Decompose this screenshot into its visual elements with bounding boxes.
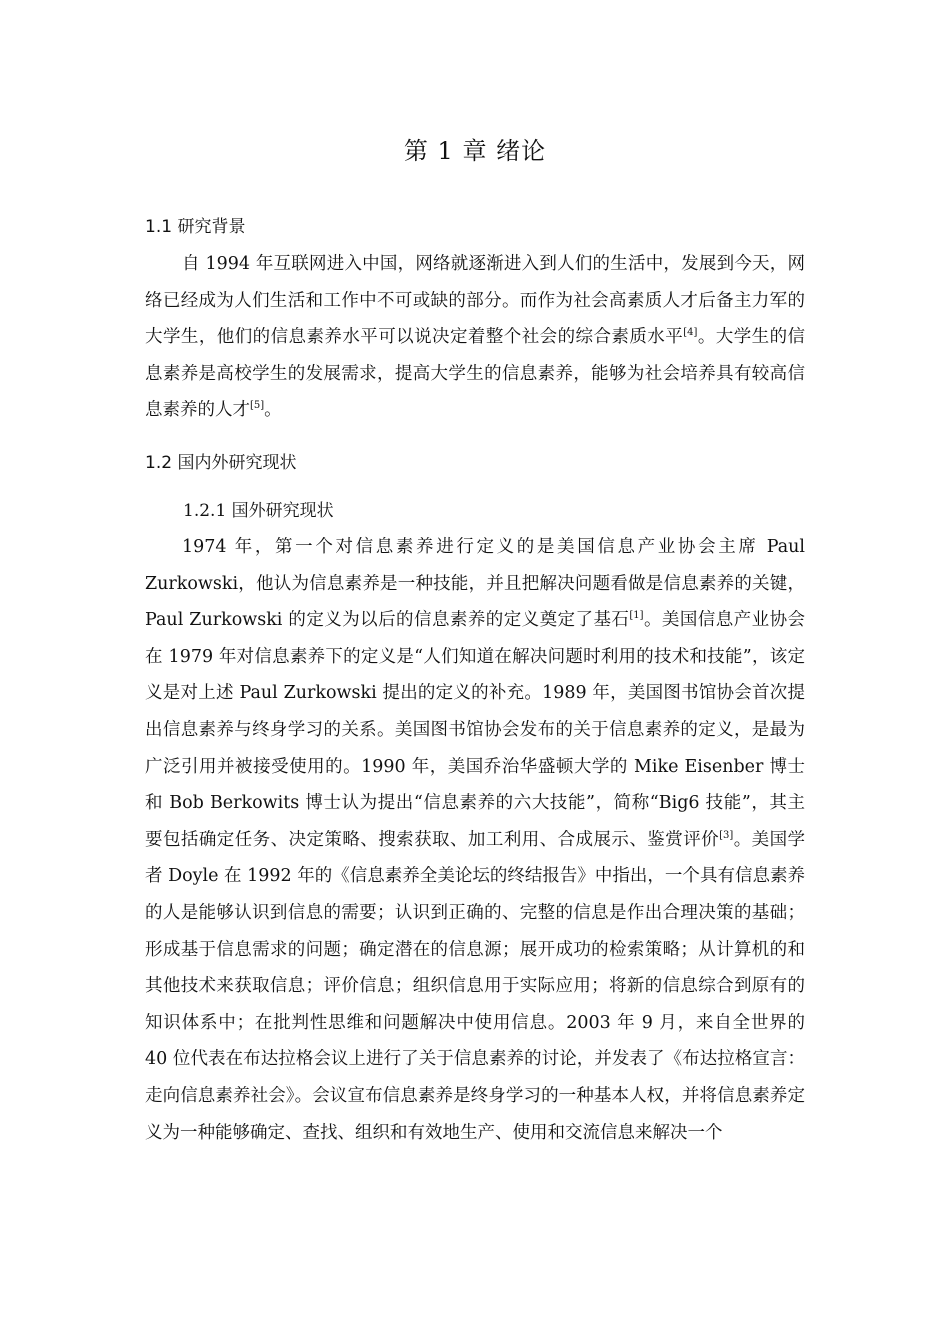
citation-ref: [1]: [629, 610, 644, 622]
background-paragraph: [145, 246, 805, 429]
paragraph-text: 。美国信息产业协会在 1979 年对信息素养下的定义是“人们知道在解决问题时利用的技术和技能”，该定义是对上述 Paul Zurkowski 提出的定义的补充。1989 年，美国图书馆协会首次提出信息素养与终身学习的关系。美国图书馆协会发布的关于信息素养的定义，是最为广泛引用并被接受使用的。1990 年，美国乔治华盛顿大学的 Mike Eisenber 博士和 Bob Berkowits 博士认为提出“信息素养的六大技能”，简称“Big6 技能”，其主要包括确定任务、决定策略、搜索获取、加工利用、合成展示、鉴赏评价: [145, 610, 806, 850]
subsection-heading-1-2-1: 1.2.1 国外研究现状: [183, 501, 334, 521]
chapter-title: 第 1 章 绪论: [403, 137, 547, 165]
section-heading-1-1: 1.1 研究背景: [145, 217, 246, 237]
citation-ref: [4]: [683, 327, 698, 339]
section-heading-1-2: 1.2 国内外研究现状: [145, 453, 297, 473]
paragraph-text: 自 1994 年互联网进入中国，网络就逐渐进入到人们的生活中，发展到今天，网络已经成为人们生活和工作中不可或缺的部分。而作为社会高素质人才后备主力军的大学生，他们的信息素养水平可以说决定着整个社会的综合素质水平: [145, 254, 805, 348]
paragraph-text: 。大学生的信息素养是高校学生的发展需求，提高大学生的信息素养，能够为社会培养具有较高信息素养的人才: [145, 327, 806, 421]
citation-ref: [5]: [250, 400, 265, 412]
paragraph-text: 。: [264, 400, 282, 421]
citation-ref: [3]: [719, 829, 734, 841]
paragraph-text: 。美国学者 Doyle 在 1992 年的《信息素养全美论坛的终结报告》中指出，一个具有信息素养的人是能够认识到信息的需要；认识到正确的、完整的信息是作出合理决策的基础；形成基于信息需求的问题；确定潜在的信息源；展开成功的检索策略；从计算机的和其他技术来获取信息；评价信息；组织信息用于实际应用；将新的信息综合到原有的知识体系中；在批判性思维和问题解决中使用信息。2003 年 9 月，来自全世界的 40 位代表在布达拉格会议上进行了关于信息素养的讨论，并发表了《布达拉格宣言：走向信息素养社会》。会议宣布信息素养是终身学习的一种基本人权，并将信息素养定义为一种能够确定、查找、组织和有效地生产、使用和交流信息来解决一个: [145, 829, 806, 1143]
foreign-research-paragraph: [145, 529, 805, 1151]
paragraph-text: 1974 年，第一个对信息素养进行定义的是美国信息产业协会主席 Paul Zurkowski，他认为信息素养是一种技能，并且把解决问题看做是信息素养的关键，Paul Zurkowski 的定义为以后的信息素养的定义奠定了基石: [145, 537, 805, 631]
